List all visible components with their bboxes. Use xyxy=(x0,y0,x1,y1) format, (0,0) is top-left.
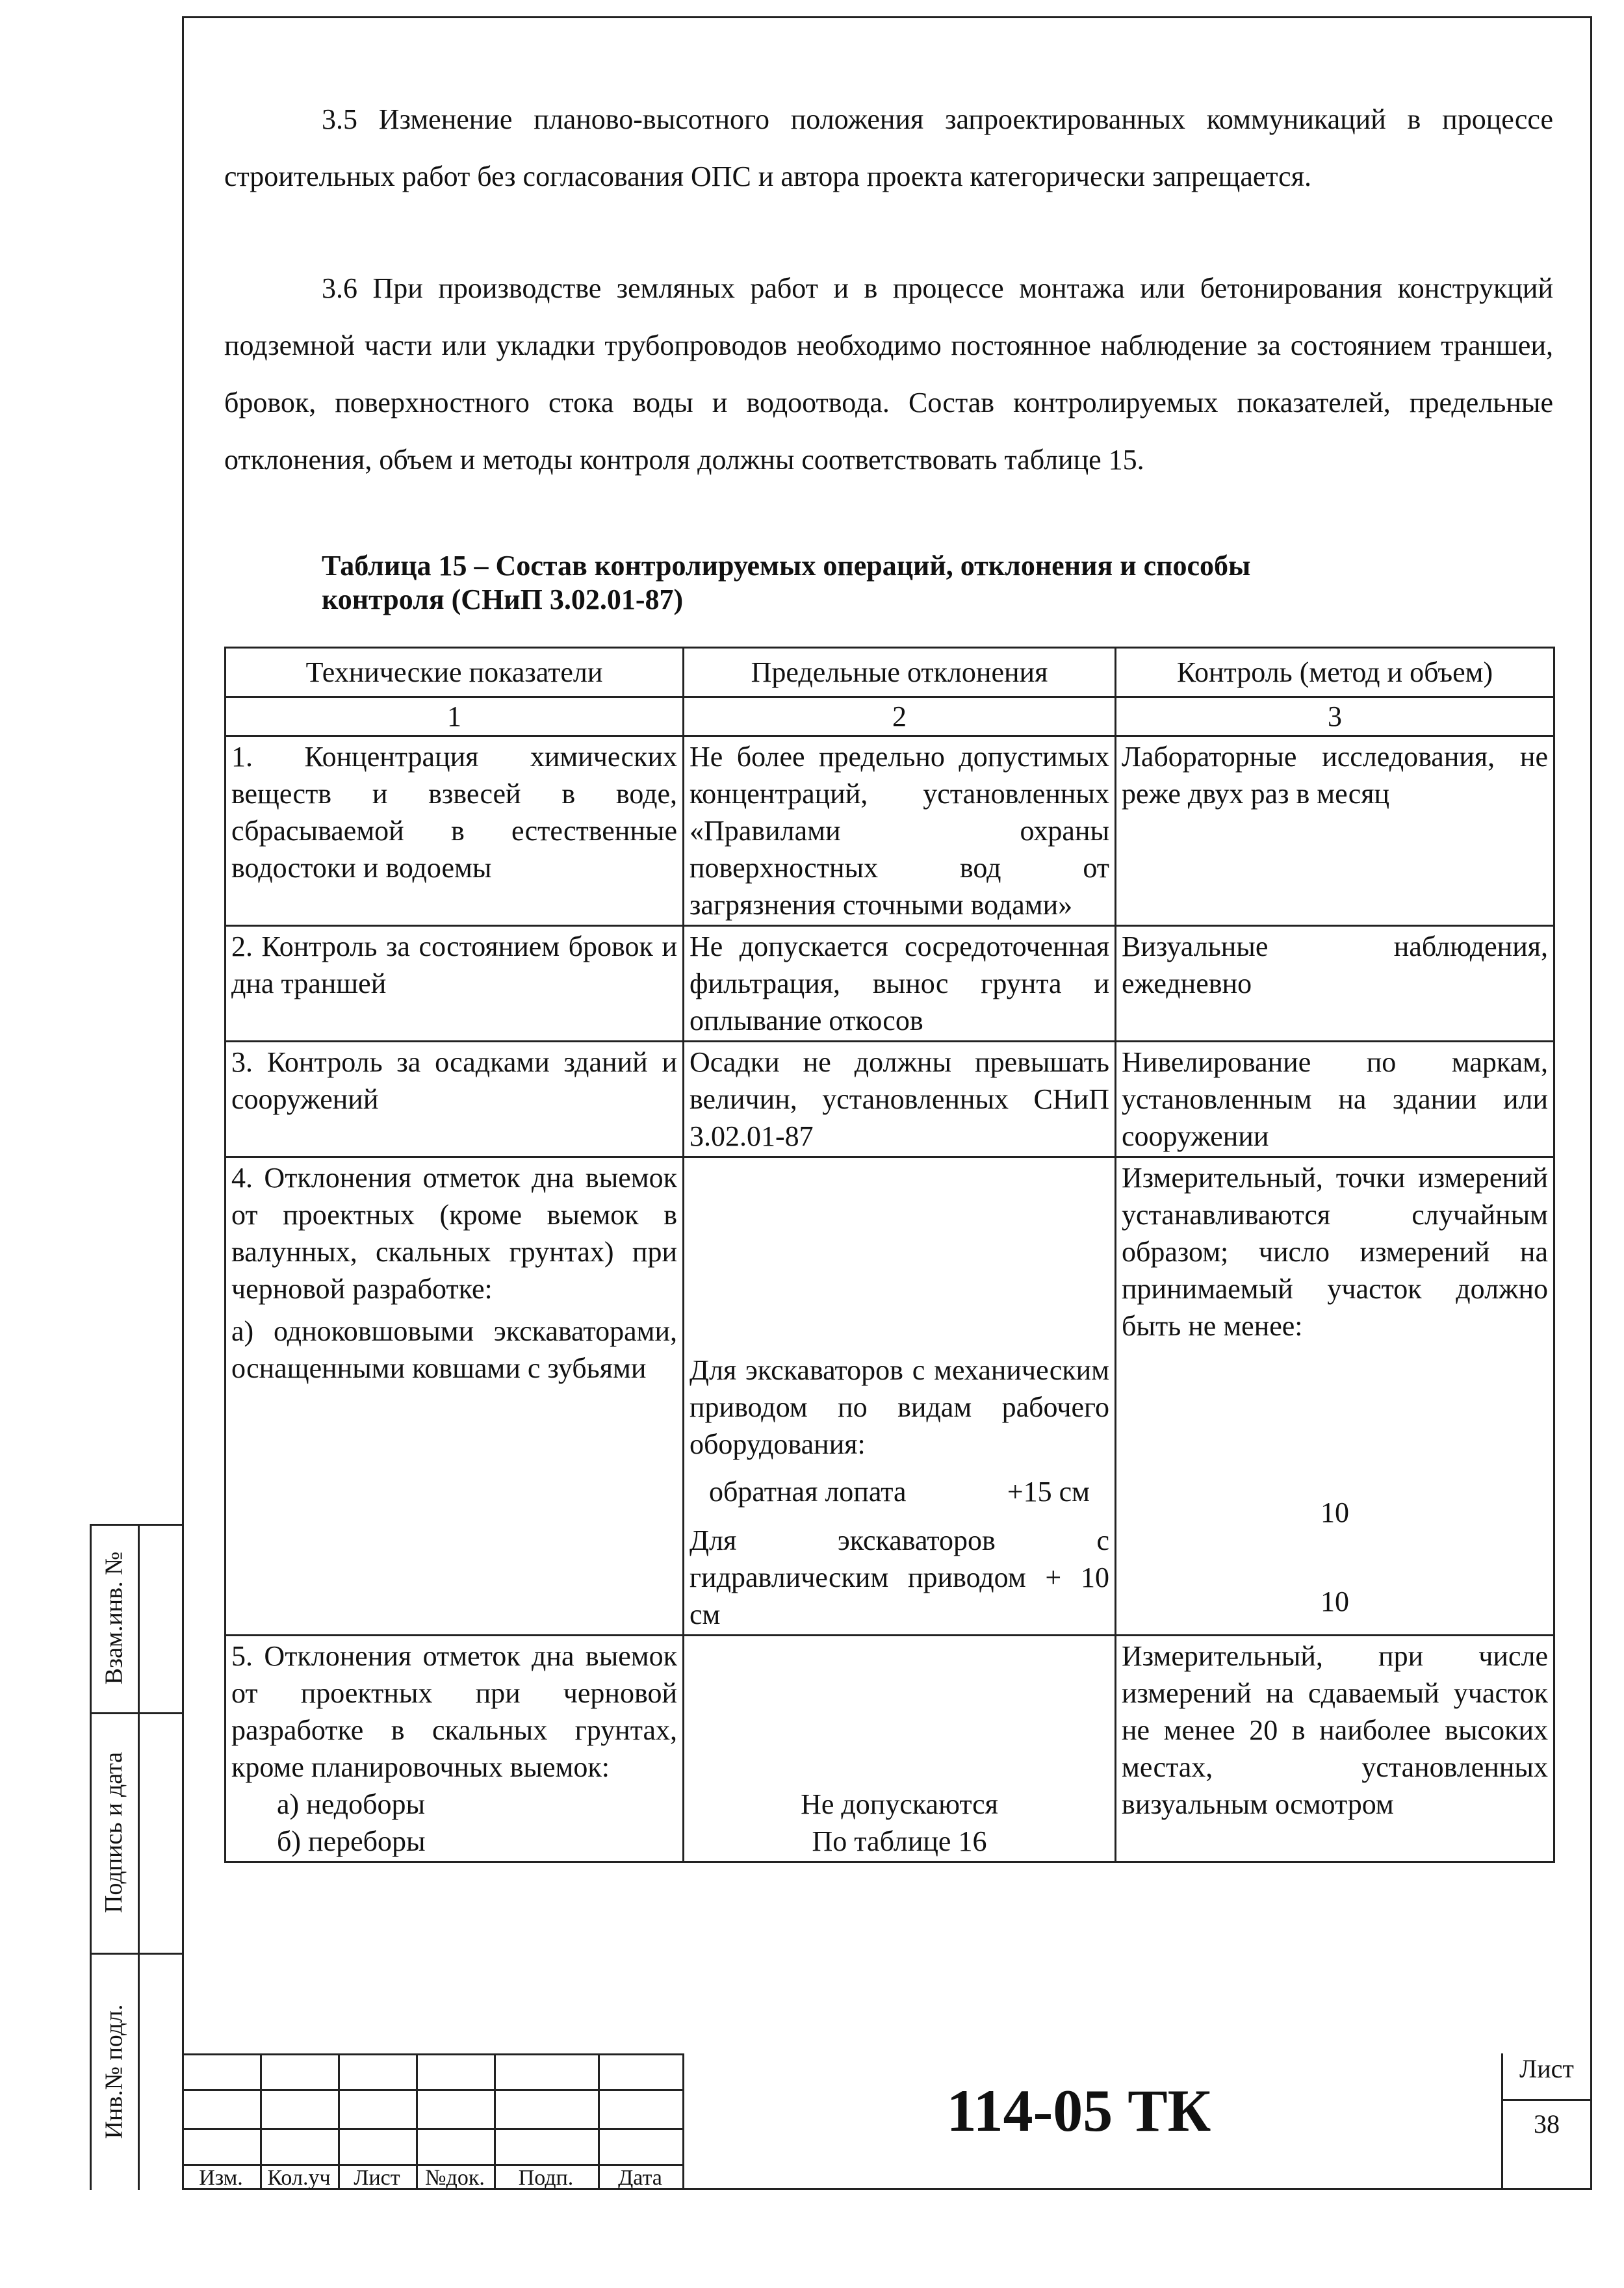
label-kol: Кол.уч xyxy=(267,2166,331,2190)
table-row xyxy=(226,736,1554,926)
control-value: 10 xyxy=(1321,1586,1349,1617)
cell-deviation: Осадки не должны превышать величин, установленных СНиП 3.02.01-87 xyxy=(684,1042,1116,1157)
control-table xyxy=(224,647,1555,1863)
indicator-text: 5. Отклонения отметок дна выемок от проектных при черновой разработке в скальных грунтах, кроме планировочных выемок: xyxy=(231,1640,677,1783)
cell-indicator: 2. Контроль за состоянием бровок и дна траншей xyxy=(226,926,684,1042)
indicator-a: а) недоборы xyxy=(277,1788,426,1820)
cell-indicator: 3. Контроль за осадками зданий и сооружений xyxy=(226,1042,684,1157)
side-label-podpis: Подпись и дата xyxy=(100,1751,128,1914)
header-indicators: Технические показатели xyxy=(226,648,684,697)
deviation-backhoe: обратная лопата +15 см xyxy=(709,1476,1090,1508)
deviation-hydr: Для экскаваторов с гидравлическим приводом + 10 см xyxy=(690,1524,1109,1630)
control-text: Измерительный, точки измерений устанавливаются случайным образом; число измерений на принимаемый участок должно быть не менее: xyxy=(1122,1162,1548,1342)
table-header-row xyxy=(226,648,1554,697)
table-row xyxy=(226,1157,1554,1636)
side-stamp xyxy=(90,1524,184,2190)
deviation-a: Не допускаются xyxy=(801,1788,998,1820)
label-list: Лист xyxy=(354,2166,400,2190)
paragraph-3-5: 3.5 Изменение планово-высотного положения запроектированных коммуникаций в процессе строительных работ без согласования ОПС и автора проекта категорически запрещается. xyxy=(224,103,1553,192)
label-data: Дата xyxy=(618,2166,662,2190)
indicator-text: 4. Отклонения отметок дна выемок от проектных (кроме выемок в валунных, скальных грунтах) при черновой разработке: xyxy=(231,1162,677,1305)
col-number: 1 xyxy=(226,697,684,736)
cell-control: Лабораторные исследования, не реже двух раз в месяц xyxy=(1116,736,1554,926)
sheet-number: 38 xyxy=(1534,2109,1560,2139)
label-podp: Подп. xyxy=(518,2166,574,2190)
header-deviations: Предельные отклонения xyxy=(684,648,1116,697)
table-row xyxy=(226,1042,1554,1157)
table-number-row xyxy=(226,697,1554,736)
cell-deviation: Не более предельно допустимых концентраций, установленных «Правилами охраны поверхностных вод от загрязнения сточными водами» xyxy=(684,736,1116,926)
cell-indicator xyxy=(226,1636,684,1862)
control-value: 10 xyxy=(1321,1497,1349,1528)
label-izm: Изм. xyxy=(199,2166,243,2190)
document-code: 114-05 ТК xyxy=(946,2077,1211,2144)
deviation-mech: Для экскаваторов с механическим приводом по видам рабочего оборудования: xyxy=(690,1354,1109,1460)
col-number: 3 xyxy=(1116,697,1554,736)
deviation-b: По таблице 16 xyxy=(812,1825,987,1857)
cell-control: Визуальные наблюдения, ежедневно xyxy=(1116,926,1554,1042)
table-row xyxy=(226,1636,1554,1862)
cell-indicator: 1. Концентрация химических веществ и взвесей в воде, сбрасываемой в естественные водостоки и водоемы xyxy=(226,736,684,926)
cell-control xyxy=(1116,1157,1554,1636)
table-caption: Таблица 15 – Состав контролируемых операций, отклонения и способы контроля (СНиП 3.02.01-87) xyxy=(322,550,1251,615)
cell-deviation xyxy=(684,1636,1116,1862)
table-row xyxy=(226,926,1554,1042)
indicator-a: а) одноковшовыми экскаваторами, оснащенными ковшами с зубьями xyxy=(231,1315,677,1384)
indicator-b: б) переборы xyxy=(277,1825,426,1857)
cell-indicator xyxy=(226,1157,684,1636)
cell-control: Измерительный, при числе измерений на сдаваемый участок не менее 20 в наиболее высоких местах, установленных визуальным осмотром xyxy=(1116,1636,1554,1862)
paragraph-3-6: 3.6 При производстве земляных работ и в процессе монтажа или бетонирования конструкций подземной части или укладки трубопроводов необходимо постоянное наблюдение за состоянием траншеи, бровок, поверхностного стока воды и водоотвода. Состав контролируемых показателей, предельные отклонения, объем и методы контроля должны соответствовать таблице 15. xyxy=(224,272,1553,476)
cell-deviation: Не допускается сосредоточенная фильтрация, вынос грунта и оплывание откосов xyxy=(684,926,1116,1042)
label-ndok: №док. xyxy=(425,2166,485,2190)
sheet-label: Лист xyxy=(1519,2054,1574,2083)
header-control: Контроль (метод и объем) xyxy=(1116,648,1554,697)
side-label-inv: Инв.№ подл. xyxy=(100,2003,128,2139)
cell-control: Нивелирование по маркам, установленным на здании или сооружении xyxy=(1116,1042,1554,1157)
side-label-vzam: Взам.инв. № xyxy=(100,1551,128,1685)
cell-deviation xyxy=(684,1157,1116,1636)
col-number: 2 xyxy=(684,697,1116,736)
